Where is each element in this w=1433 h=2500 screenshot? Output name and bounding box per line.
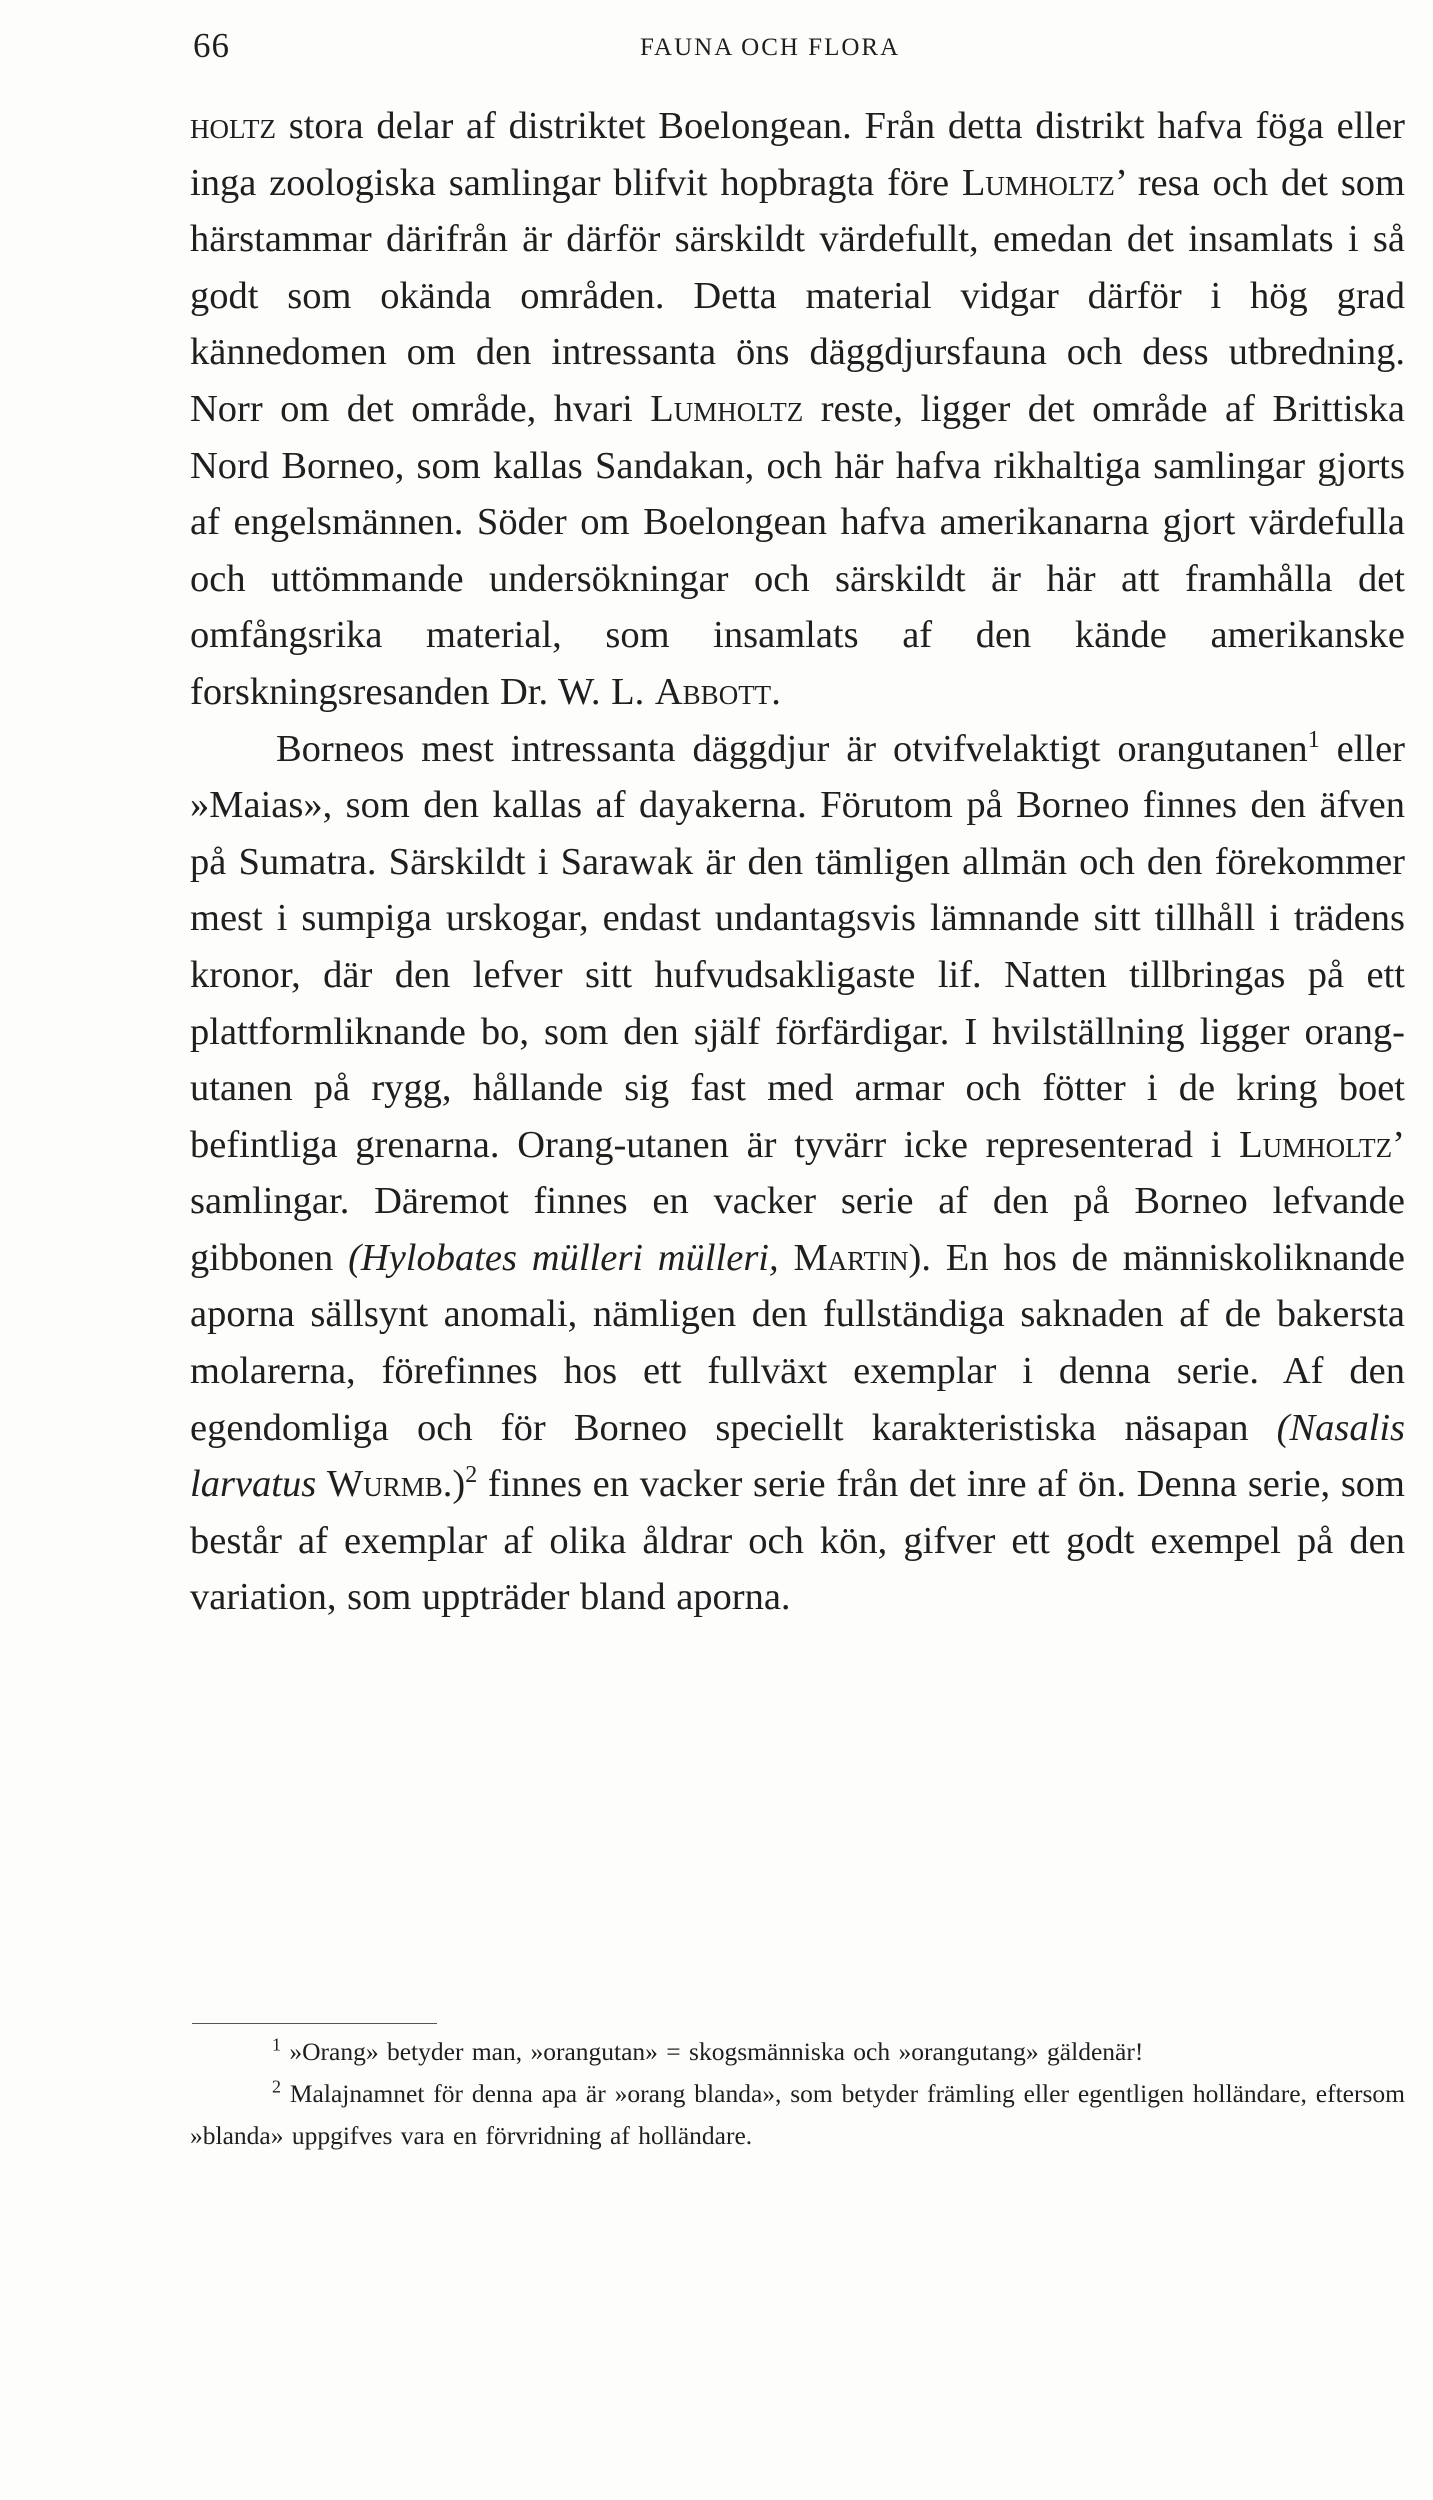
text-run: . (771, 670, 781, 713)
author-name: Abbott (654, 670, 772, 713)
text-run (316, 1463, 327, 1505)
running-title: FAUNA OCH FLORA (640, 34, 901, 61)
text-run (779, 1237, 794, 1279)
paragraph-1 (190, 98, 1405, 721)
text-run: finnes en vacker serie från det inre af ön. Denna serie, som består af exemplar af olika åldrar och kön, gifver ett godt exempel på den variation, som uppträder bland aporna. (190, 1463, 1405, 1619)
author-name: Martin (793, 1236, 909, 1279)
text-run: Borneos mest intressanta däggdjur är otvifvelaktigt orangutanen (276, 727, 1308, 770)
footnote-marker: 2 (272, 2076, 281, 2097)
text-run: ). En hos de människoliknande aporna sällsynt anomali, nämligen den fullständiga saknaden af de bakersta molarerna, förefinnes hos ett fullväxt exemplar i denna serie. Af den egendomliga och för Borneo speciellt karakteristiska näsapan (190, 1236, 1406, 1449)
footnote-text: »Orang» betyder man, »orangutan» = skogsmänniska och »orangutang» gäldenär! (281, 2037, 1144, 2066)
footnote-marker: 1 (272, 2034, 281, 2055)
text-run: stora delar af distriktet Boelongean. Från detta distrikt hafva föga eller inga zoologiska samlingar blifvit hopbragta före (190, 105, 1405, 204)
footnote-ref: 2 (465, 1462, 478, 1489)
page-header (0, 20, 1433, 80)
text-run: eller »Maias», som den kallas af dayakerna. Förutom på Borneo finnes den äfven på Sumatra. Särskildt i Sarawak är den tämligen allmän och den förekommer mest i sumpiga urskogar, endast undantagsvis lämnande sitt tillhåll i trädens kronor, där den lefver sitt hufvudsakligaste lif. Natten tillbringas på ett plattformliknande bo, som den själf förfärdigar. I hvilställning ligger orang-utanen på rygg, hållande sig fast med armar och fötter i de kring boet befintliga grenarna. Orang-utanen är tyvärr icke representerad i (190, 727, 1405, 1166)
footnote-text: Malajnamnet för denna apa är »orang blanda», som betyder främling eller egentligen holländare, eftersom »blanda» uppgifves vara en förvridning af holländare. (190, 2079, 1405, 2150)
text-run: reste, ligger det område af Brittiska Nord Borneo, som kallas Sandakan, och här hafva rikhaltiga samlingar gjorts af engelsmännen. Söder om Boelongean hafva amerikanarna gjort värdefulla och uttömmande undersökningar och särskildt är här att framhålla det omfångsrika material, som insamlats af den kände amerikanske forskningsresanden Dr. W. L. (190, 387, 1405, 713)
main-text (190, 98, 1405, 1626)
author-name: Lumholtz (1239, 1123, 1393, 1166)
paragraph-2 (190, 721, 1405, 1627)
author-name: Lumholtz (650, 387, 804, 430)
footnote-divider (192, 2023, 437, 2024)
author-name: holtz (190, 105, 276, 147)
footnote-ref: 1 (1307, 726, 1320, 753)
scientific-name: (Nasalis larvatus (190, 1406, 1405, 1506)
footnotes (190, 2031, 1405, 2157)
text-run: ’ resa och det som härstammar därifrån är därför särskildt värdefullt, emedan det insamlats i så godt som okända områden. Detta material vidgar därför i hög grad kännedomen om den intressanta öns däggdjursfauna och dess utbredning. Norr om det område, hvari (190, 161, 1405, 430)
footnote-1 (190, 2031, 1405, 2073)
scientific-name: (Hylobates mülleri mülleri, (348, 1236, 779, 1279)
text-run: ’ samlingar. Däremot finnes en vacker serie af den på Borneo lefvande gibbonen (190, 1123, 1405, 1279)
text-run: ) (452, 1463, 466, 1506)
page-number: 66 (193, 26, 230, 65)
author-name: Lumholtz (961, 161, 1115, 204)
author-name: Wurmb. (326, 1463, 453, 1506)
footnote-2 (190, 2073, 1405, 2157)
